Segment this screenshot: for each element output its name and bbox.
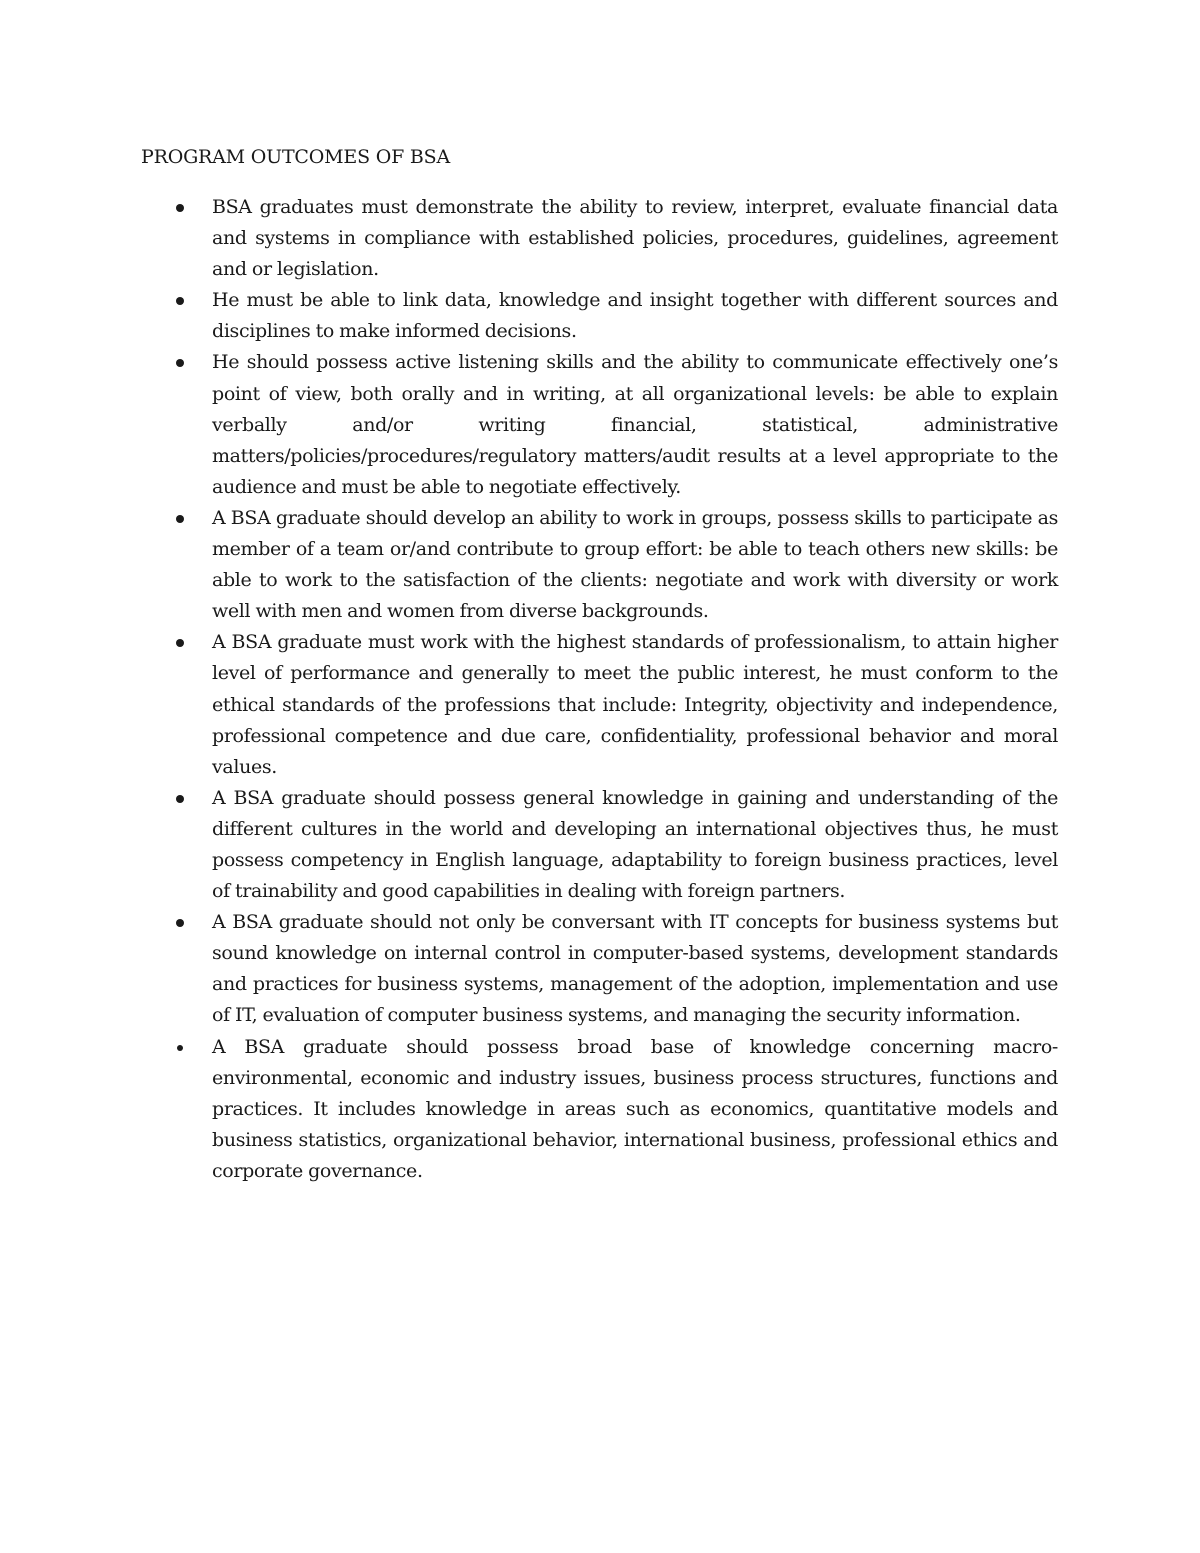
bullet-icon [176, 204, 184, 212]
bullet-icon [177, 1045, 183, 1051]
list-item [170, 907, 1058, 1031]
bullet-icon [176, 919, 184, 927]
outcome-text: A BSA graduate should possess general knowledge in gaining and understanding of the different cultures in the world and developing an international objectives thus, he must possess competency in English language, adaptability to foreign business practices, level of trainability and good capabilities in dealing with foreign partners. [212, 786, 1058, 903]
bullet-icon [176, 297, 184, 305]
list-item [170, 627, 1058, 782]
list-item [170, 1032, 1058, 1187]
bullet-icon [176, 795, 184, 803]
outcome-text: A BSA graduate must work with the highest standards of professionalism, to attain higher level of performance and generally to meet the public interest, he must conform to the ethical standards of the professions that include: Integrity, objectivity and independence, professional competence and due care, confidentiality, professional behavior and moral values. [212, 631, 1058, 778]
list-item [170, 783, 1058, 907]
bullet-icon [176, 359, 184, 367]
list-item [170, 285, 1058, 347]
page-title: PROGRAM OUTCOMES OF BSA [141, 146, 451, 168]
outcomes-list [170, 192, 1058, 1187]
outcome-text: A BSA graduate should not only be conversant with IT concepts for business systems but sound knowledge on internal control in computer-based systems, development standards and practices for business systems, management of the adoption, implementation and use of IT, evaluation of computer business systems, and managing the security information. [212, 911, 1058, 1027]
outcome-text: He must be able to link data, knowledge and insight together with different sources and disciplines to make informed decisions. [212, 289, 1058, 343]
list-item [170, 503, 1058, 627]
outcome-text: BSA graduates must demonstrate the ability to review, interpret, evaluate financial data and systems in compliance with established policies, procedures, guidelines, agreement and or legislation. [212, 196, 1058, 281]
outcome-text: He should possess active listening skills and the ability to communicate effectively one’s point of view, both orally and in writing, at all organizational levels: be able to explain verbally and/or writing financial, statistical, administrative matters/policies/procedures/regulatory matters/audit results at a level appropriate to the audience and must be able to negotiate effectively. [212, 351, 1058, 498]
bullet-icon [176, 515, 184, 523]
outcome-text: A BSA graduate should possess broad base of knowledge concerning macro-environmental, economic and industry issues, business process structures, functions and practices. It includes knowledge in areas such as economics, quantitative models and business statistics, organizational behavior, international business, professional ethics and corporate governance. [212, 1035, 1058, 1182]
list-item [170, 347, 1058, 502]
list-item [170, 192, 1058, 285]
bullet-icon [176, 639, 184, 647]
outcome-text: A BSA graduate should develop an ability to work in groups, possess skills to participate as member of a team or/and contribute to group effort: be able to teach others new skills: be able to work to the satisfaction of the clients: negotiate and work with diversity or work well with men and women from diverse backgrounds. [212, 506, 1058, 623]
